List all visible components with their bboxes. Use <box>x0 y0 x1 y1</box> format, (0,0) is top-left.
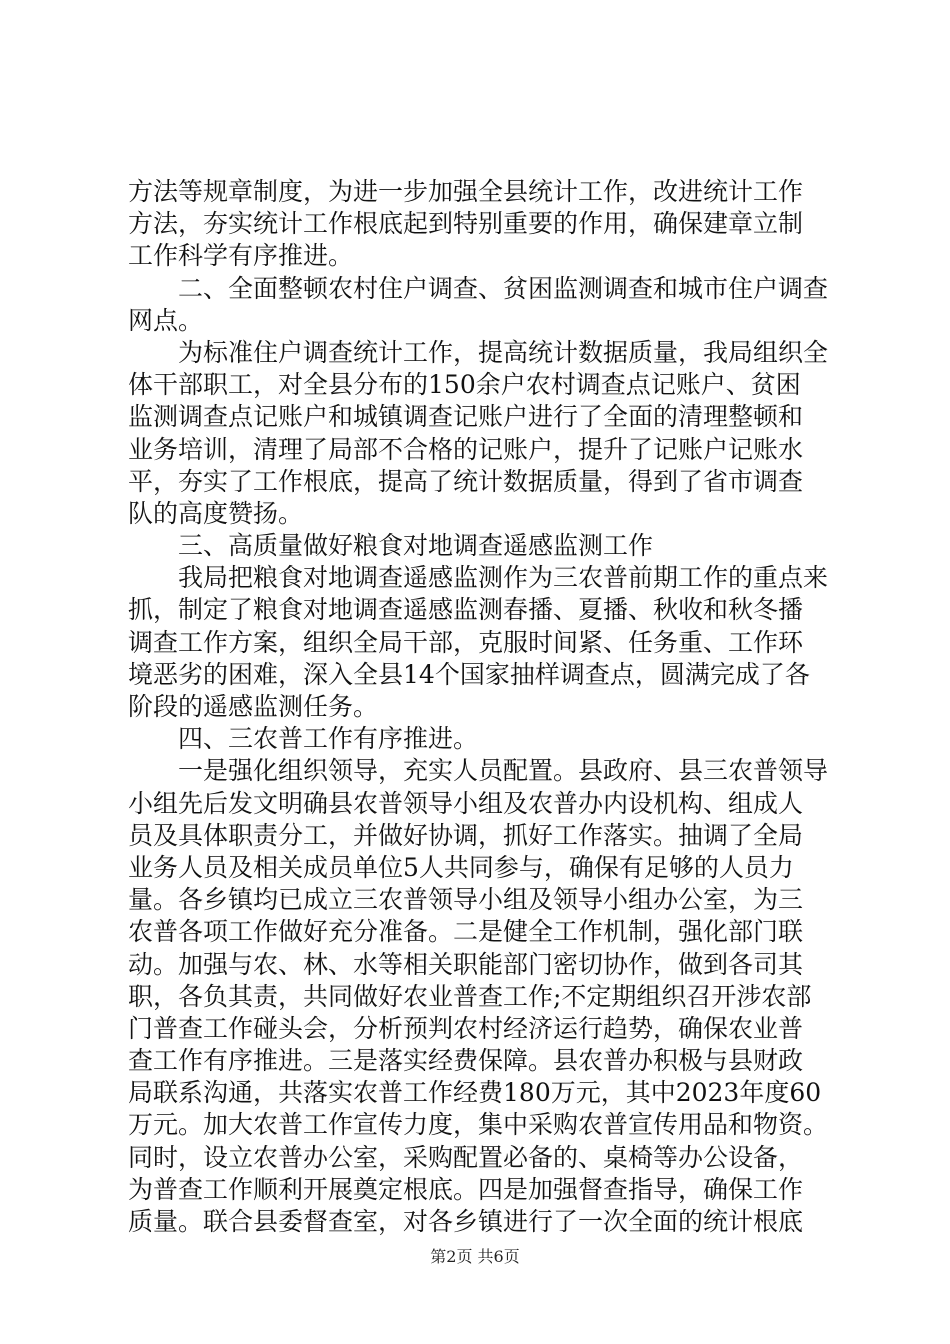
text-line: 员及具体职责分工，并做好协调，抓好工作落实。抽调了全局 <box>128 820 804 850</box>
text-line: 队的高度赞扬。 <box>128 498 304 528</box>
text-line: 监测调查点记账户和城镇调查记账户进行了全面的清理整顿和 <box>128 402 804 432</box>
section-heading-4: 四、三农普工作有序推进。 <box>128 724 479 754</box>
text-line: 抓，制定了粮食对地调查遥感监测春播、夏播、秋收和秋冬播 <box>128 595 804 625</box>
text-line: 门普查工作碰头会，分析预判农村经济运行趋势，确保农业普 <box>128 1013 804 1043</box>
text-line: 业务人员及相关成员单位5人共同参与，确保有足够的人员力 <box>128 852 794 882</box>
text-line: 网点。 <box>128 305 204 335</box>
text-line: 局联系沟通，共落实农普工作经费180万元，其中2023年度60 <box>128 1078 822 1108</box>
section-heading-2: 二、全面整顿农村住户调查、贫困监测调查和城市住户调查 <box>128 273 829 303</box>
text-line: 我局把粮食对地调查遥感监测作为三农普前期工作的重点来 <box>128 563 829 593</box>
text-line: 工作科学有序推进。 <box>128 241 354 271</box>
text-line: 境恶劣的困难，深入全县14个国家抽样调查点，圆满完成了各 <box>128 659 810 689</box>
text-line: 质量。联合县委督查室，对各乡镇进行了一次全面的统计根底 <box>128 1207 804 1236</box>
text-line: 业务培训，清理了局部不合格的记账户，提升了记账户记账水 <box>128 434 804 464</box>
text-line: 为标准住户调查统计工作，提高统计数据质量，我局组织全 <box>128 337 829 367</box>
text-line: 为普查工作顺利开展奠定根底。四是加强督查指导，确保工作 <box>128 1174 804 1204</box>
text-line: 农普各项工作做好充分准备。二是健全工作机制，强化部门联 <box>128 917 804 947</box>
text-line: 体干部职工，对全县分布的150余户农村调查点记账户、贫困 <box>128 370 801 400</box>
text-line: 小组先后发文明确县农普领导小组及农普办内设机构、组成人 <box>128 788 804 818</box>
text-line: 阶段的遥感监测任务。 <box>128 692 379 721</box>
text-line: 万元。加大农普工作宣传力度，集中采购农普宣传用品和物资。 <box>128 1110 829 1140</box>
page-footer: 第2页 共6页 <box>430 1247 520 1266</box>
text-line: 同时，设立农普办公室，采购配置必备的、桌椅等办公设备， <box>128 1142 804 1172</box>
text-line: 查工作有序推进。三是落实经费保障。县农普办积极与县财政 <box>128 1046 804 1076</box>
text-line: 调查工作方案，组织全局干部，克服时间紧、任务重、工作环 <box>128 627 804 657</box>
text-line: 一是强化组织领导，充实人员配置。县政府、县三农普领导 <box>128 756 829 786</box>
text-line: 方法等规章制度，为进一步加强全县统计工作，改进统计工作 <box>128 177 804 206</box>
text-line: 方法，夯实统计工作根底起到特别重要的作用，确保建章立制 <box>128 209 804 239</box>
text-line: 职，各负其责，共同做好农业普查工作;不定期组织召开涉农部 <box>128 981 812 1011</box>
text-line: 动。加强与农、林、水等相关职能部门密切协作，做到各司其 <box>128 949 804 979</box>
section-heading-3: 三、高质量做好粮食对地调查遥感监测工作 <box>128 531 654 561</box>
text-line: 量。各乡镇均已成立三农普领导小组及领导小组办公室，为三 <box>128 885 804 915</box>
document-body <box>128 176 840 1238</box>
text-line: 平，夯实了工作根底，提高了统计数据质量，得到了省市调查 <box>128 466 804 496</box>
